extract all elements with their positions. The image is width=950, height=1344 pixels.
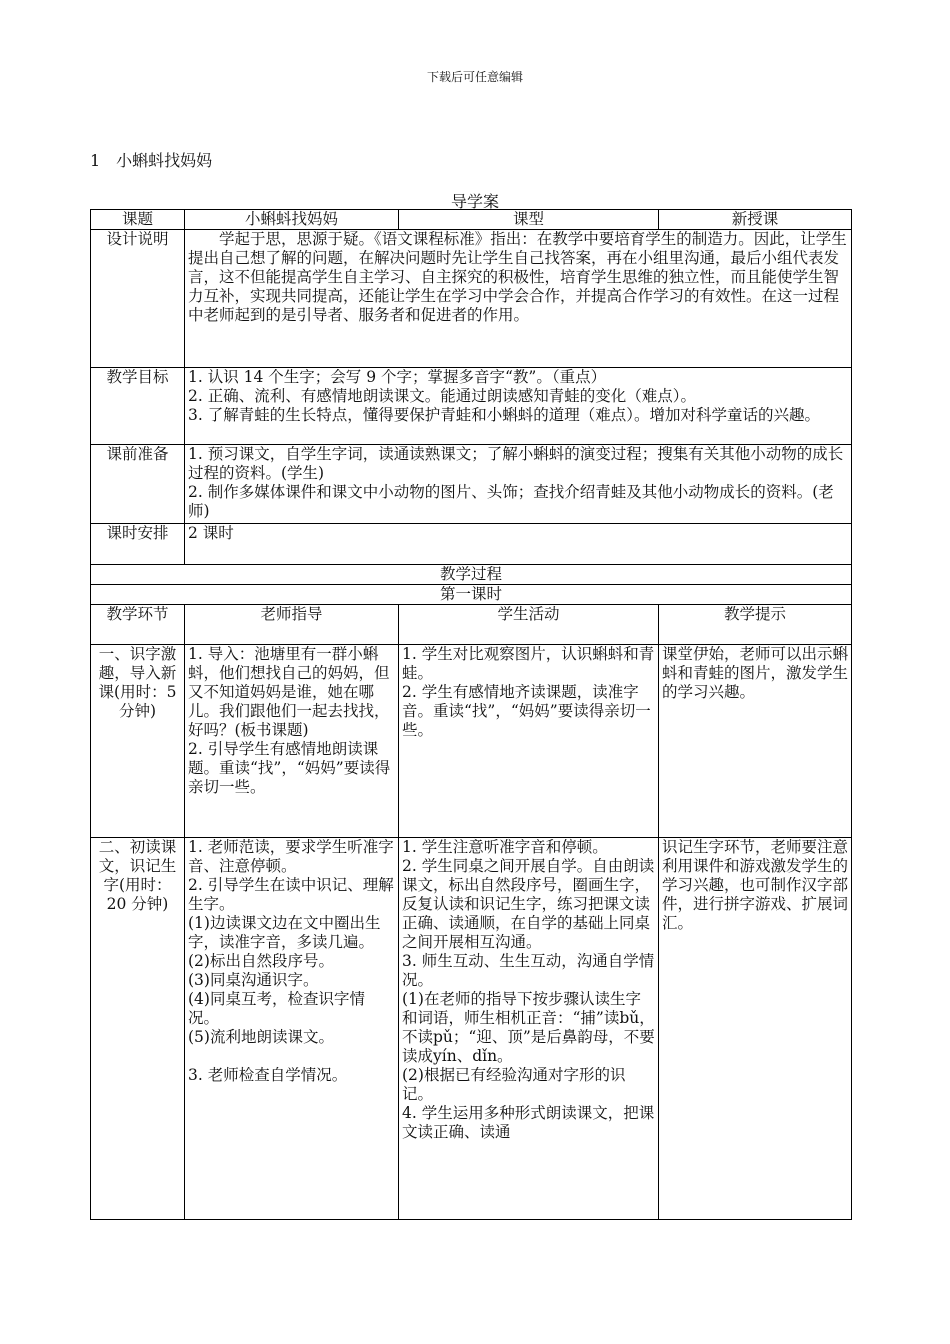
teacher-step: (5)流利地朗读课文。 bbox=[188, 1028, 334, 1046]
goal-item: 1. 认识 14 个生字；会写 9 个字；掌握多音字“教”。（重点） bbox=[188, 368, 607, 386]
student-cell bbox=[399, 645, 659, 838]
tip-text: 课堂伊始，老师可以出示蝌蚪和青蛙的图片，激发学生的学习兴趣。 bbox=[662, 645, 849, 701]
student-step: 3. 师生互动、生生互动，沟通自学情况。 bbox=[402, 952, 655, 989]
teacher-step: 3. 老师检查自学情况。 bbox=[188, 1066, 348, 1084]
lesson-title: 1 小蝌蚪找妈妈 bbox=[90, 151, 213, 170]
column-header: 教学环节 bbox=[91, 605, 185, 645]
teacher-step-spacer bbox=[188, 1047, 395, 1066]
stage-cell: 一、识字激趣，导入新课(用时：5 分钟) bbox=[91, 645, 185, 838]
design-row bbox=[91, 230, 852, 368]
student-step: (1)在老师的指导下按步骤认读生字和词语，师生相机正音：“捕”读bǔ，不读pǔ；“迎、顶”是后鼻韵母，不要读成yín、dǐn。 bbox=[402, 990, 655, 1065]
student-step: 2. 学生有感情地齐读课题，读准字音。重读“找”，“妈妈”要读得亲切一些。 bbox=[402, 683, 651, 739]
goals-row bbox=[91, 368, 852, 445]
teacher-step: 1. 老师范读，要求学生听准字音、注意停顿。 bbox=[188, 838, 394, 875]
teacher-step: (3)同桌沟通识字。 bbox=[188, 971, 319, 989]
tips-cell bbox=[659, 838, 852, 1220]
tip-text: 识记生字环节，老师要注意利用课件和游戏激发学生的学习兴趣，也可制作汉字部件，进行拼字游戏、扩展词汇。 bbox=[662, 838, 849, 932]
student-step: 4. 学生运用多种形式朗读课文，把课文读正确、读通 bbox=[402, 1104, 655, 1141]
table-caption: 导学案 bbox=[450, 192, 499, 211]
teacher-cell bbox=[185, 838, 399, 1220]
goals-label: 教学目标 bbox=[91, 368, 185, 445]
column-header: 教学提示 bbox=[659, 605, 852, 645]
stage-cell: 二、初读课文，识记生字(用时：20 分钟) bbox=[91, 838, 185, 1220]
teacher-cell bbox=[185, 645, 399, 838]
prep-row bbox=[91, 445, 852, 524]
goal-item: 2. 正确、流利、有感情地朗读课文。能通过朗读感知青蛙的变化（难点）。 bbox=[188, 387, 696, 405]
process-row bbox=[91, 838, 852, 1220]
teacher-step: (4)同桌互考，检查识字情况。 bbox=[188, 990, 365, 1027]
student-step: 2. 学生同桌之间开展自学。自由朗读课文，标出自然段序号，圈画生字，反复认读和识记生字，练习把课文读正确、读通顺，在自学的基础上同桌之间开展相互沟通。 bbox=[402, 857, 655, 951]
student-step: 1. 学生注意听准字音和停顿。 bbox=[402, 838, 608, 856]
prep-item: 1. 预习课文，自学生字词，读通读熟课文；了解小蝌蚪的演变过程；搜集有关其他小动物的成长过程的资料。(学生) bbox=[188, 445, 844, 482]
column-header-row bbox=[91, 605, 852, 645]
teacher-step: 2. 引导学生有感情地朗读课题。重读“找”，“妈妈”要读得亲切一些。 bbox=[188, 740, 391, 796]
teacher-step: 1. 导入：池塘里有一群小蝌蚪，他们想找自己的妈妈，但又不知道妈妈是谁，她在哪儿。我们跟他们一起去找找，好吗？(板书课题) bbox=[188, 645, 390, 739]
time-row bbox=[91, 524, 852, 565]
goals-cell bbox=[185, 368, 852, 445]
topic-label: 课题 bbox=[91, 210, 185, 230]
teacher-step: (2)标出自然段序号。 bbox=[188, 952, 334, 970]
type-value: 新授课 bbox=[659, 210, 852, 230]
topic-row bbox=[91, 210, 852, 230]
design-text-cell bbox=[185, 230, 852, 368]
period-title-row bbox=[91, 585, 852, 605]
process-row bbox=[91, 645, 852, 838]
design-label: 设计说明 bbox=[91, 230, 185, 368]
student-step: (2)根据已有经验沟通对字形的识记。 bbox=[402, 1066, 626, 1103]
student-step: 1. 学生对比观察图片，认识蝌蚪和青蛙。 bbox=[402, 645, 655, 682]
prep-item: 2. 制作多媒体课件和课文中小动物的图片、头饰；查找介绍青蛙及其他小动物成长的资料。(老师) bbox=[188, 483, 834, 520]
prep-label: 课前准备 bbox=[91, 445, 185, 524]
type-label: 课型 bbox=[399, 210, 659, 230]
lesson-plan-table bbox=[90, 209, 852, 1220]
design-text: 学起于思，思源于疑。《语文课程标准》指出：在教学中要培育学生的制造力。因此，让学生提出自己想了解的问题，在解决问题时先让学生自己找答案，再在小组里沟通，最后小组代表发言，这不但能提高学生自主学习、自主探究的积极性，培育学生思维的独立性，而且能使学生智力互补，实现共同提高，还能让学生在学习中学会合作，并提高合作学习的有效性。在这一过程中老师起到的是引导者、服务者和促进者的作用。 bbox=[188, 230, 847, 324]
prep-cell bbox=[185, 445, 852, 524]
process-title-row bbox=[91, 565, 852, 585]
goal-item: 3. 了解青蛙的生长特点，懂得要保护青蛙和小蝌蚪的道理（难点）。增加对科学童话的兴趣。 bbox=[188, 406, 820, 424]
page-header-note: 下载后可任意编辑 bbox=[426, 70, 523, 84]
process-title: 教学过程 bbox=[91, 565, 852, 585]
column-header: 学生活动 bbox=[399, 605, 659, 645]
time-value: 2 课时 bbox=[185, 524, 852, 565]
teacher-step: 2. 引导学生在读中识记、理解生字。 bbox=[188, 876, 394, 913]
period-title: 第一课时 bbox=[91, 585, 852, 605]
column-header: 老师指导 bbox=[185, 605, 399, 645]
tips-cell bbox=[659, 645, 852, 838]
teacher-step: (1)边读课文边在文中圈出生字，读准字音，多读几遍。 bbox=[188, 914, 381, 951]
time-label: 课时安排 bbox=[91, 524, 185, 565]
topic-value: 小蝌蚪找妈妈 bbox=[185, 210, 399, 230]
student-cell bbox=[399, 838, 659, 1220]
